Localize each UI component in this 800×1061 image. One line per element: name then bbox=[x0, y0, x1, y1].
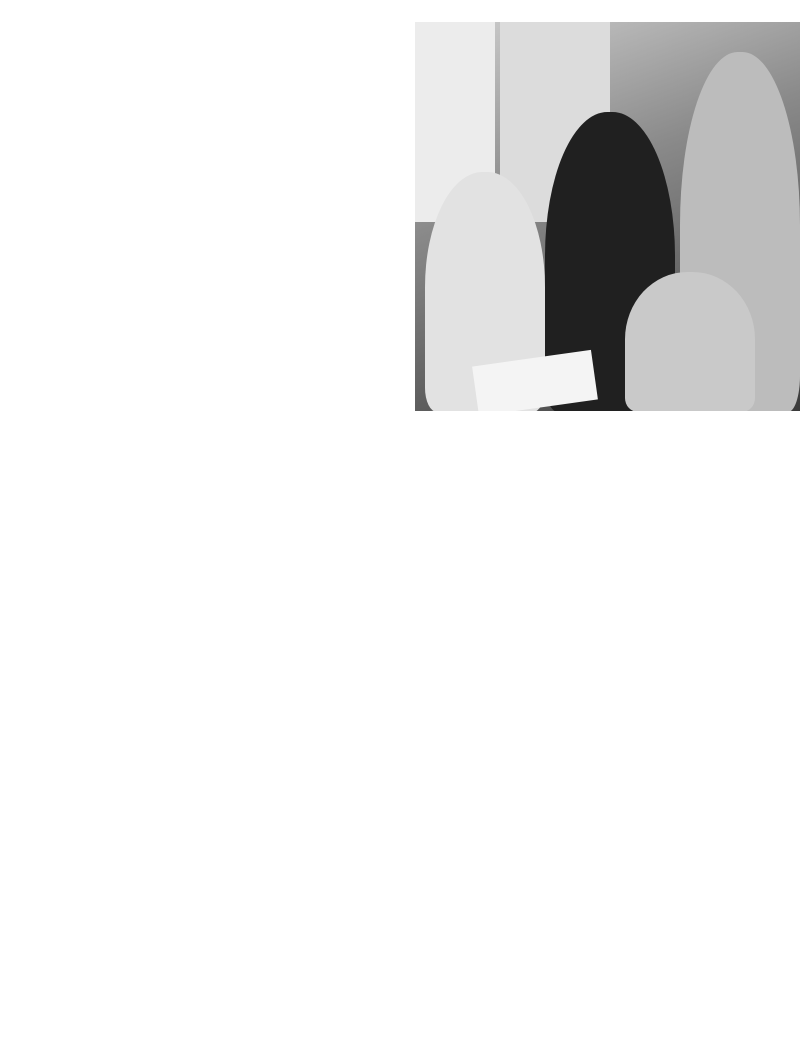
officer-figure bbox=[625, 272, 755, 411]
officers-photo bbox=[415, 22, 800, 411]
